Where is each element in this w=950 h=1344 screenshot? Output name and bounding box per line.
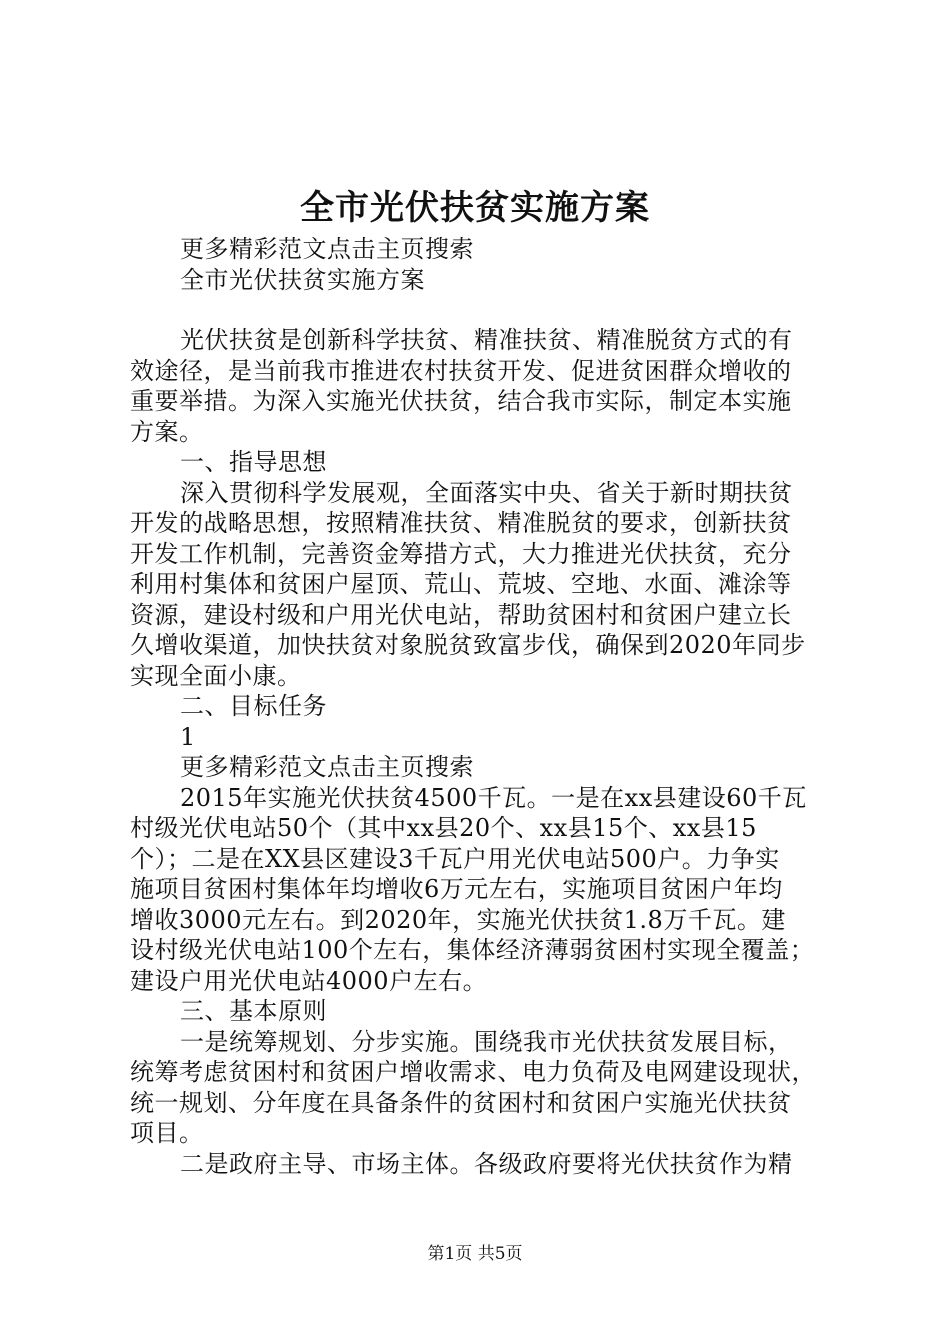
paragraph-line: 一是统筹规划、分步实施。围绕我市光伏扶贫发展目标， bbox=[180, 1027, 793, 1056]
paragraph-line: 建设户用光伏电站4000户左右。 bbox=[130, 966, 488, 995]
paragraph-line: 村级光伏电站50个（其中xx县20个、xx县15个、xx县15 bbox=[130, 814, 757, 842]
paragraph-line: 效途径，是当前我市推进农村扶贫开发、促进贫困群众增收的 bbox=[130, 356, 792, 385]
page-marker: 1 bbox=[180, 722, 196, 751]
paragraph-line: 资源，建设村级和户用光伏电站，帮助贫困村和贫困户建立长 bbox=[130, 600, 792, 629]
paragraph-line: 项目。 bbox=[130, 1119, 204, 1147]
subtitle-line: 全市光伏扶贫实施方案 bbox=[180, 265, 425, 294]
paragraph-line: 开发的战略思想，按照精准扶贫、精准脱贫的要求，创新扶贫 bbox=[130, 509, 792, 537]
section-heading: 二、目标任务 bbox=[180, 692, 327, 720]
paragraph-line: 设村级光伏电站100个左右，集体经济薄弱贫困村实现全覆盖； bbox=[130, 936, 815, 964]
paragraph-line: 个）；二是在XX县区建设3千瓦户用光伏电站500户。力争实 bbox=[130, 844, 780, 873]
paragraph-line: 久增收渠道，加快扶贫对象脱贫致富步伐，确保到2020年同步 bbox=[130, 631, 806, 659]
section-heading: 一、指导思想 bbox=[180, 448, 327, 476]
paragraph-line: 光伏扶贫是创新科学扶贫、精准扶贫、精准脱贫方式的有 bbox=[180, 326, 793, 354]
paragraph-line: 增收3000元左右。到2020年，实施光伏扶贫1.8万千瓦。建 bbox=[130, 905, 786, 934]
paragraph-line: 开发工作机制，完善资金筹措方式，大力推进光伏扶贫，充分 bbox=[130, 539, 792, 568]
promo-line: 更多精彩范文点击主页搜索 bbox=[180, 235, 474, 263]
document-title: 全市光伏扶贫实施方案 bbox=[300, 188, 650, 228]
blank-line bbox=[130, 295, 830, 325]
paragraph-line: 重要举措。为深入实施光伏扶贫，结合我市实际，制定本实施 bbox=[130, 387, 792, 415]
paragraph-line: 2015年实施光伏扶贫4500千瓦。一是在xx县建设60千瓦 bbox=[180, 783, 807, 812]
paragraph-line: 方案。 bbox=[130, 417, 204, 446]
paragraph-line: 统一规划、分年度在具备条件的贫困村和贫困户实施光伏扶贫 bbox=[130, 1088, 792, 1117]
page-footer: 第1页 共5页 bbox=[427, 1244, 523, 1264]
promo-line: 更多精彩范文点击主页搜索 bbox=[180, 753, 474, 781]
paragraph-line: 施项目贫困村集体年均增收6万元左右，实施项目贫困户年均 bbox=[130, 875, 783, 903]
paragraph-line: 实现全面小康。 bbox=[130, 661, 302, 690]
paragraph-line: 利用村集体和贫困户屋顶、荒山、荒坡、空地、水面、滩涂等 bbox=[130, 570, 792, 598]
paragraph-line: 二是政府主导、市场主体。各级政府要将光伏扶贫作为精 bbox=[180, 1149, 793, 1178]
paragraph-line: 深入贯彻科学发展观，全面落实中央、省关于新时期扶贫 bbox=[180, 478, 793, 507]
section-heading: 三、基本原则 bbox=[180, 997, 327, 1025]
paragraph-line: 统筹考虑贫困村和贫困户增收需求、电力负荷及电网建设现状， bbox=[130, 1058, 816, 1086]
document-body bbox=[130, 234, 830, 1179]
